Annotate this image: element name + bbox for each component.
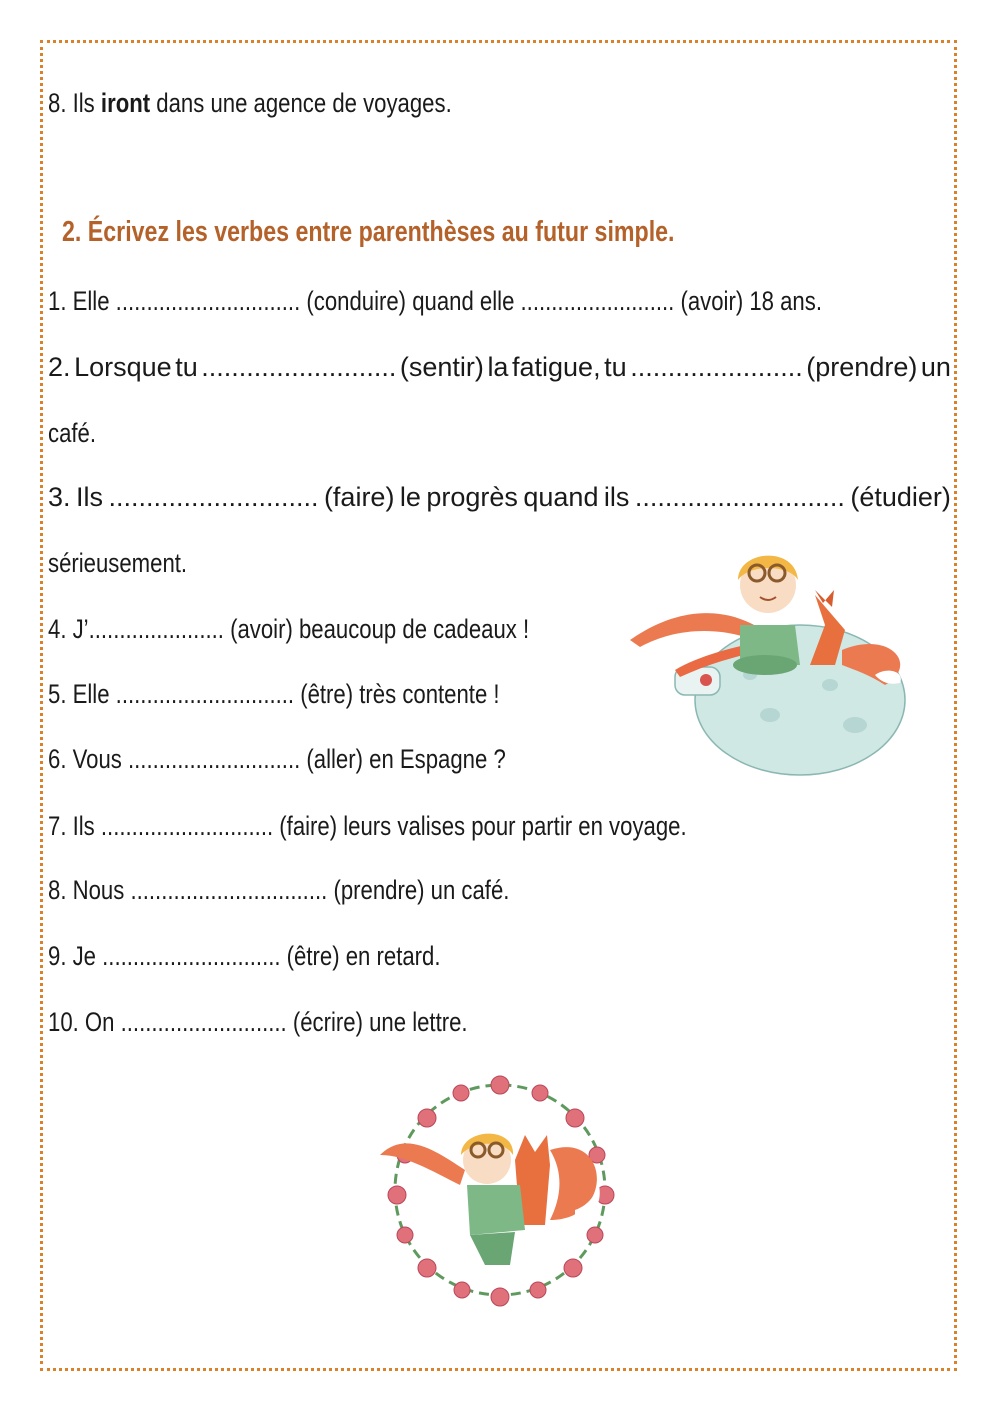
word: Ils (75, 482, 103, 512)
word: fatigue, (512, 352, 601, 382)
word: ils (603, 482, 630, 512)
section-title: 2. Écrivez les verbes entre parenthèses au futur simple. (62, 216, 675, 248)
exercise-item-1: 1. Elle .............................. (conduire) quand elle ......................... (avoir) 18 ans. (48, 286, 822, 316)
word: quand (523, 482, 599, 512)
word: (étudier) (850, 482, 951, 512)
word: un (920, 352, 951, 382)
word: (faire) (323, 482, 395, 512)
word: (prendre) (806, 352, 918, 382)
exercise-item-3-continuation: sérieusement. (48, 548, 188, 578)
little-prince-planet-illustration (620, 535, 920, 785)
exercise-item-2-line (48, 350, 951, 384)
little-prince-wreath-illustration (375, 1060, 625, 1320)
word: ....................... (630, 352, 803, 382)
word: 3. (48, 482, 71, 512)
exercise-item-2-continuation: café. (48, 418, 97, 448)
exercise-item-7: 7. Ils ............................ (faire) leurs valises pour partir en voyage. (48, 811, 687, 841)
exercise-item-10: 10. On ........................... (écrire) une lettre. (48, 1007, 468, 1037)
exercise-item-8: 8. Nous ................................ (prendre) un café. (48, 875, 510, 905)
item-number: 8. Ils (48, 88, 95, 118)
word: Lorsque (74, 352, 172, 382)
word: tu (175, 352, 198, 382)
word: progrès (426, 482, 518, 512)
exercise-item-3 (48, 480, 951, 514)
previous-exercise-item-8 (48, 86, 452, 120)
answer-bold: iront (100, 88, 151, 118)
exercise-item-2 (48, 350, 951, 384)
word: le (399, 482, 421, 512)
word: la (487, 352, 509, 382)
word: .......................... (201, 352, 397, 382)
exercise-item-6: 6. Vous ............................ (aller) en Espagne ? (48, 744, 506, 774)
word: 2. (48, 352, 71, 382)
word: ............................ (634, 482, 845, 512)
word: tu (604, 352, 627, 382)
exercise-item-4: 4. J’...................... (avoir) beaucoup de cadeaux ! (48, 614, 530, 644)
word: ............................ (108, 482, 319, 512)
item-rest: dans une agence de voyages. (156, 88, 452, 118)
exercise-item-5: 5. Elle ............................. (être) très contente ! (48, 679, 500, 709)
exercise-item-3-line (48, 480, 951, 514)
word: (sentir) (399, 352, 484, 382)
exercise-item-9: 9. Je ............................. (être) en retard. (48, 941, 441, 971)
